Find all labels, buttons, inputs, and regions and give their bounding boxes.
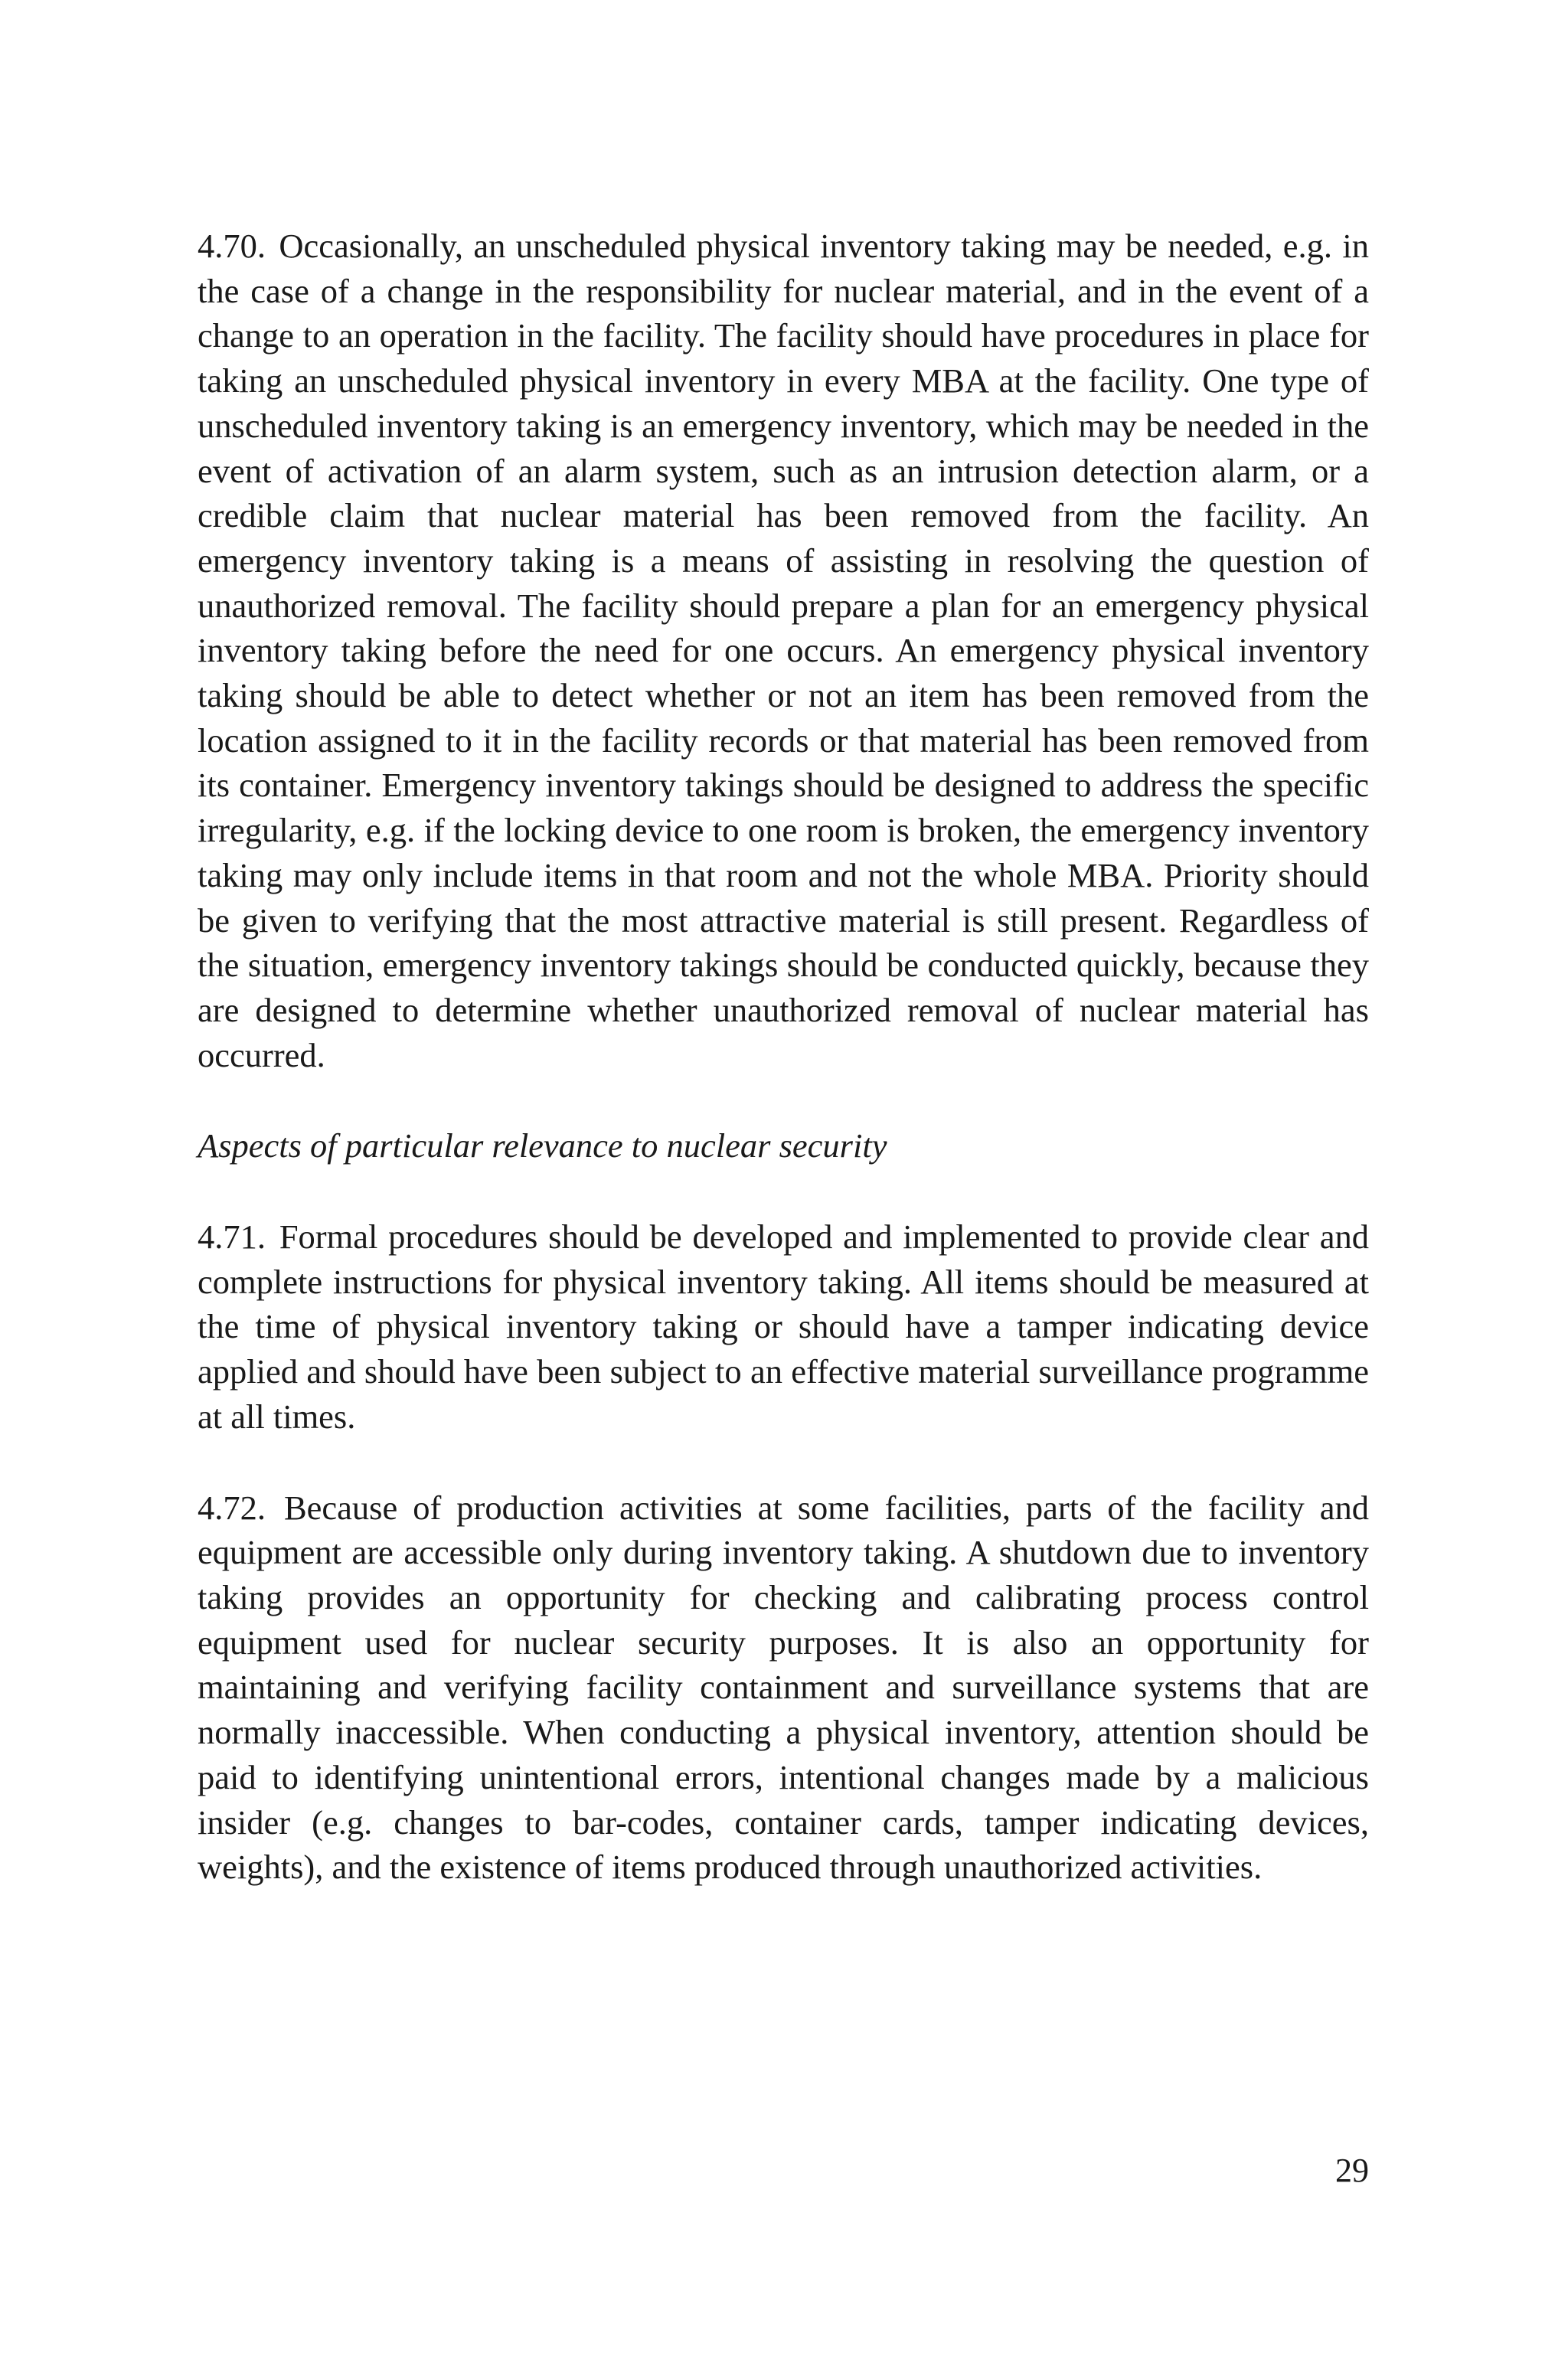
paragraph-4-72 (198, 1485, 1369, 1890)
document-page (198, 224, 1369, 1890)
section-subheading: Aspects of particular relevance to nuclear security (198, 1126, 887, 1165)
spacer (198, 1077, 1369, 1123)
paragraph-text: Because of production activities at some facilities, parts of the facility and equipment are accessible only during inventory taking. A shutdown due to inventory taking provides an opportunity for checking and calibrating process control equipment used for nuclear security purposes. It is also an opportunity for maintaining and verifying facility containment and surveillance systems that are normally inaccessible. When conducting a physical inventory, attention should be paid to identifying unintentional errors, intentional changes made by a malicious insider (e.g. changes to bar-codes, container cards, tamper indicating devices, weights), and the existence of items produced through unauthorized activities. (198, 1488, 1370, 1887)
paragraph-text: Formal procedures should be developed and implemented to provide clear and complete instructions for physical inventory taking. All items should be measured at the time of physical inventory taking or should have a tamper indicating device applied and should have been subject to an effective material surveillance programme at all times. (198, 1217, 1369, 1436)
spacer (198, 1168, 1369, 1214)
spacer (198, 1440, 1369, 1485)
paragraph-4-71 (198, 1214, 1369, 1440)
paragraph-number: 4.72. (198, 1488, 266, 1527)
paragraph-text: Occasionally, an unscheduled physical inventory taking may be needed, e.g. in the case of a change in the responsibility for nuclear material, and in the event of a change to an operation in the facility. The facility should have procedures in place for taking an unscheduled physical inventory in every MBA at the facility. One type of unscheduled inventory taking is an emergency inventory, which may be needed in the event of activation of an alarm system, such as an intrusion detection alarm, or a credible claim that nuclear material has been removed from the facility. An emergency inventory taking is a means of assisting in resolving the question of unauthorized removal. The facility should prepare a plan for an emergency physical inventory taking before the need for one occurs. An emergency physical inventory taking should be able to detect whether or not an item has been removed from the location assigned to it in the facility records or that material has been removed from its container. Emergency inventory takings should be designed to address the specific irregularity, e.g. if the locking device to one room is broken, the emergency inventory taking may only include items in that room and not the whole MBA. Priority should be given to verifying that the most attractive material is still present. Regardless of the situation, emergency inventory takings should be conducted quickly, because they are designed to determine whether unauthorized removal of nuclear material has occurred. (198, 227, 1370, 1074)
paragraph-number: 4.70. (198, 227, 266, 265)
paragraph-number: 4.71. (198, 1217, 266, 1257)
paragraph-4-70 (198, 224, 1369, 1077)
page-number: 29 (1335, 2152, 1369, 2189)
